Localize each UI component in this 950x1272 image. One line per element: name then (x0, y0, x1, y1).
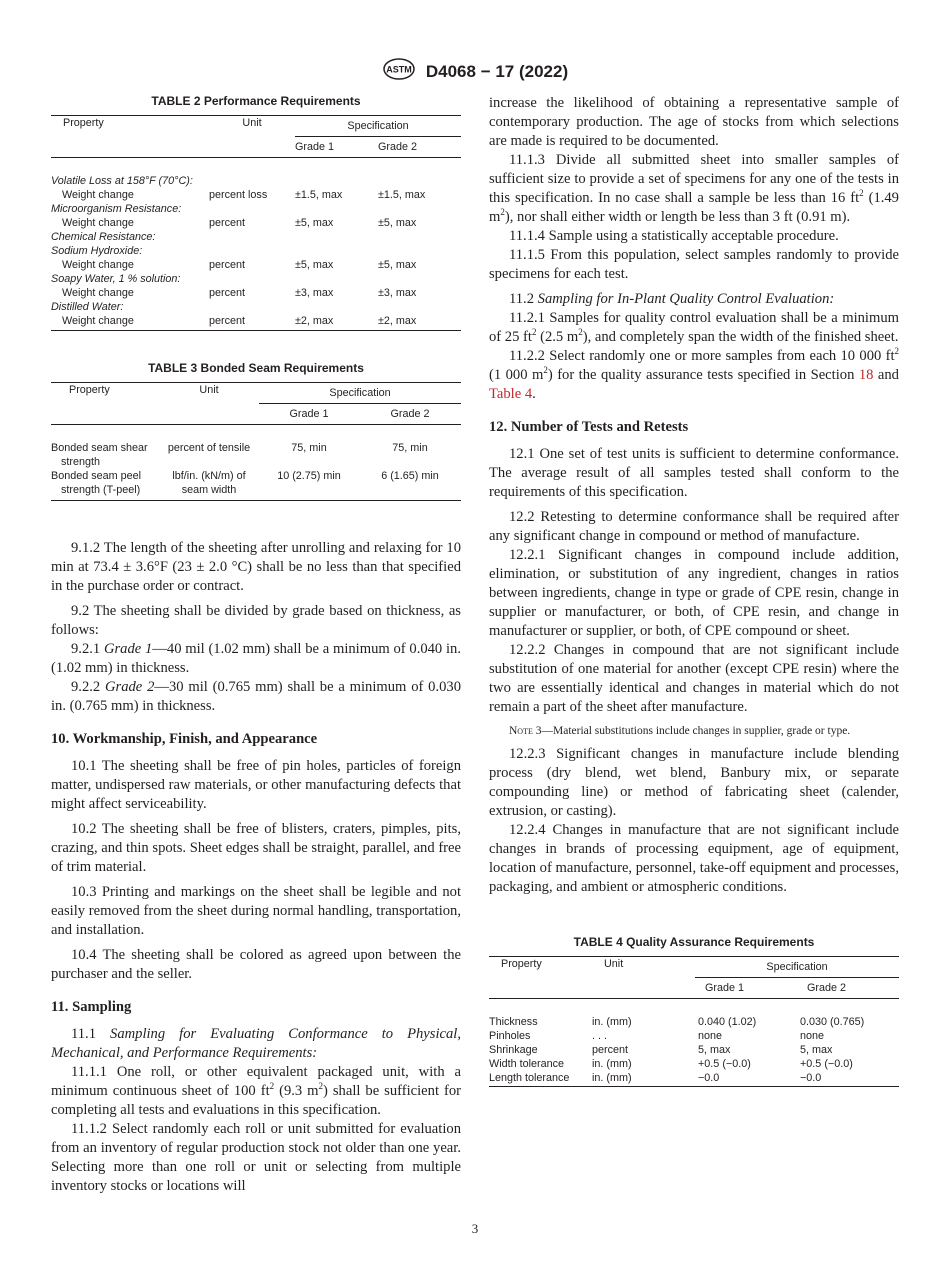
para-11-1-3: 11.1.3 Divide all submitted sheet into smaller samples of sufficient size to provide a set of specimens for any one of the tests in this specification. In no case shall a sample be less than 16 $ft^2$ (1.49 $m^2$), nor shall either width or length be less than 3 ft (0.91 m). (489, 152, 899, 225)
table4-caption: TABLE 4 Quality Assurance Requirements (573, 935, 815, 949)
table-row: Bonded seam shear strength percent of tensile 75, min 75, min (51, 442, 428, 468)
table3-caption: TABLE 3 Bonded Seam Requirements (148, 361, 364, 375)
para-12-2-2: 12.2.2 Changes in compound that are not significant include substitution of one material for another (except CPE resin) where the two are essentially identical and changes in material which do not remain a part of the sheet after manufacture. (489, 642, 899, 715)
para-continued: increase the likelihood of obtaining a representative sample of contemporary production. The age of stocks from which selections are made is required to be documented. (489, 95, 899, 149)
table-row: Shrinkage percent 5, max 5, max (489, 1044, 833, 1056)
table4 (489, 956, 899, 1087)
table2-header-property: Property (51, 116, 209, 158)
table-row: Weight change percent ±3, max ±3, max (62, 287, 417, 299)
table-row: Width tolerance in. (mm) +0.5 (−0.0) +0.5 (−0.0) (489, 1058, 853, 1070)
astm-logo-icon (382, 58, 416, 85)
para-11-2: 11.2 Sampling for In-Plant Quality Control Evaluation: (509, 291, 835, 307)
para-11-2-2: 11.2.2 Select randomly one or more samples from each 10 000 $ft^2$ (1 000 $m^2$) for the quality assurance tests specified in Section 18 and Table 4. (489, 346, 899, 402)
table-row: Weight change percent loss ±1.5, max ±1.5, max (62, 189, 426, 201)
page-header (0, 58, 950, 85)
para-9-2: 9.2 The sheeting shall be divided by grade based on thickness, as follows: (51, 603, 461, 638)
left-column (51, 94, 461, 1196)
page-number: 3 (471, 1221, 479, 1236)
table3-header-property: Property (51, 383, 159, 425)
section-18-link[interactable]: 18 (858, 367, 874, 383)
table-row: Chemical Resistance: (51, 231, 156, 243)
table2-header-grade2: Grade 2 (378, 137, 461, 158)
para-12-1: 12.1 One set of test units is sufficient to determine conformance. The average result of all samples tested shall conform to the requirements of this specification. (489, 446, 899, 500)
para-9-2-1: 9.2.1 Grade 1—40 mil (1.02 mm) shall be a minimum of 0.040 in. (1.02 mm) in thickness. (51, 641, 461, 676)
table-row: Length tolerance in. (mm) −0.0 −0.0 (489, 1071, 899, 1087)
para-9-2-2: 9.2.2 Grade 2—30 mil (0.765 mm) shall be a minimum of 0.030 in. (0.765 mm) in thickness. (51, 679, 461, 714)
table2-header-unit: Unit (209, 116, 295, 158)
table4-header-property: Property (489, 957, 592, 999)
table-row: Bonded seam peel strength (T-peel) lbf/in. (kN/m) of seam width 10 (2.75) min 6 (1.65) min (51, 469, 461, 501)
para-11-1-5: 11.1.5 From this population, select samples randomly to provide specimens for each test. (489, 247, 899, 282)
table-row: Distilled Water: (51, 301, 124, 313)
table3-header-unit: Unit (159, 383, 259, 425)
section-11-heading: 11. Sampling (51, 999, 132, 1015)
table-row: Microorganism Resistance: (51, 203, 182, 215)
table2-header-spec: Specification (295, 116, 461, 137)
para-11-1: 11.1 Sampling for Evaluating Conformance to Physical, Mechanical, and Performance Requirements: (51, 1026, 461, 1061)
para-11-1-1: 11.1.1 One roll, or other equivalent packaged unit, with a minimum continuous sheet of 100 $ft^2$ (9.3 $m^2$) shall be sufficient for completing all tests and evaluations in this specification. (51, 1064, 461, 1118)
section-12-heading: 12. Number of Tests and Retests (489, 419, 689, 435)
para-9-1-2: 9.1.2 The length of the sheeting after unrolling and relaxing for 10 min at 73.4 ± 3.6°F (23 ± 2.0 °C) shall be no less than that specified in the purchase order or contract. (51, 540, 461, 594)
table-row: Volatile Loss at 158°F (70°C): (51, 175, 193, 187)
table4-header-spec: Specification (695, 957, 899, 978)
para-10-4: 10.4 The sheeting shall be colored as agreed upon between the purchaser and the seller. (51, 947, 461, 982)
table-row: Soapy Water, 1 % solution: (51, 273, 181, 285)
table-4-link[interactable]: Table 4 (489, 386, 533, 402)
document-id: D4068 − 17 (2022) (425, 61, 569, 81)
svg-text:ASTM: ASTM (386, 64, 412, 75)
table3 (51, 382, 461, 501)
para-10-3: 10.3 Printing and markings on the sheet shall be legible and not easily removed from the sheet during normal handling, transportation, and installation. (51, 884, 461, 938)
table4-header-grade2: Grade 2 (797, 978, 899, 999)
table-row: Pinholes . . . none none (489, 1030, 825, 1042)
right-column (489, 94, 899, 1087)
para-10-1: 10.1 The sheeting shall be free of pin holes, particles of foreign matter, undispersed raw materials, or other manufacturing defects that might affect serviceability. (51, 758, 461, 812)
para-11-1-2: 11.1.2 Select randomly each roll or unit submitted for evaluation from an inventory of regular production stock not older than one year. Selecting more than one roll or unit or selecting from multiple inventory stocks or locations will (51, 1121, 461, 1194)
section-10-heading: 10. Workmanship, Finish, and Appearance (51, 731, 318, 747)
para-12-2: 12.2 Retesting to determine conformance shall be required after any significant change in compound or method of manufacture. (489, 509, 899, 544)
table4-header-unit: Unit (592, 957, 695, 999)
table-row: Thickness in. (mm) 0.040 (1.02) 0.030 (0.765) (489, 1016, 865, 1028)
table2-header-grade1: Grade 1 (295, 137, 378, 158)
table3-header-spec: Specification (259, 383, 461, 404)
para-10-2: 10.2 The sheeting shall be free of blisters, craters, pimples, pits, crazing, and thin spots. Sheet edges shall be straight, parallel, and free of trim material. (51, 821, 461, 875)
para-11-1-4: 11.1.4 Sample using a statistically acceptable procedure. (509, 228, 839, 244)
table3-header-grade1: Grade 1 (259, 404, 359, 425)
note-3: Note 3—Material substitutions include changes in supplier, grade or type. (509, 725, 851, 737)
table-row: Weight change percent ±2, max ±2, max (51, 314, 461, 331)
table2-caption: TABLE 2 Performance Requirements (151, 94, 361, 108)
para-12-2-3: 12.2.3 Significant changes in manufacture include blending process (dry blend, wet blend, Banbury mix, or separate compounding line) or method of fabricating sheet (calender, extrusion, or casting). (489, 746, 899, 819)
para-12-2-4: 12.2.4 Changes in manufacture that are not significant include changes in brands of processing equipment, age of equipment, location of manufacture, personnel, take-off equipment and processes, packaging, and ambient or atmospheric conditions. (489, 822, 899, 895)
table-row: Sodium Hydroxide: (51, 245, 143, 257)
table-row: Weight change percent ±5, max ±5, max (62, 259, 417, 271)
para-12-2-1: 12.2.1 Significant changes in compound include addition, elimination, or substitution of any ingredient, changes in ratios between ingredients, change in type or grade of CPE resin, change in supplier or manufacturer, or both, of CPE resin, and change in manufacturer or supplier, or both, of CPE compound or sheet. (489, 547, 899, 639)
table-row: Weight change percent ±5, max ±5, max (62, 217, 417, 229)
table3-header-grade2: Grade 2 (359, 404, 461, 425)
table2 (51, 115, 461, 331)
table4-header-grade1: Grade 1 (695, 978, 797, 999)
para-11-2-1: 11.2.1 Samples for quality control evaluation shall be a minimum of 25 $ft^2$ (2.5 $m^2$), and completely span the width of the finished sheet. (489, 310, 899, 345)
